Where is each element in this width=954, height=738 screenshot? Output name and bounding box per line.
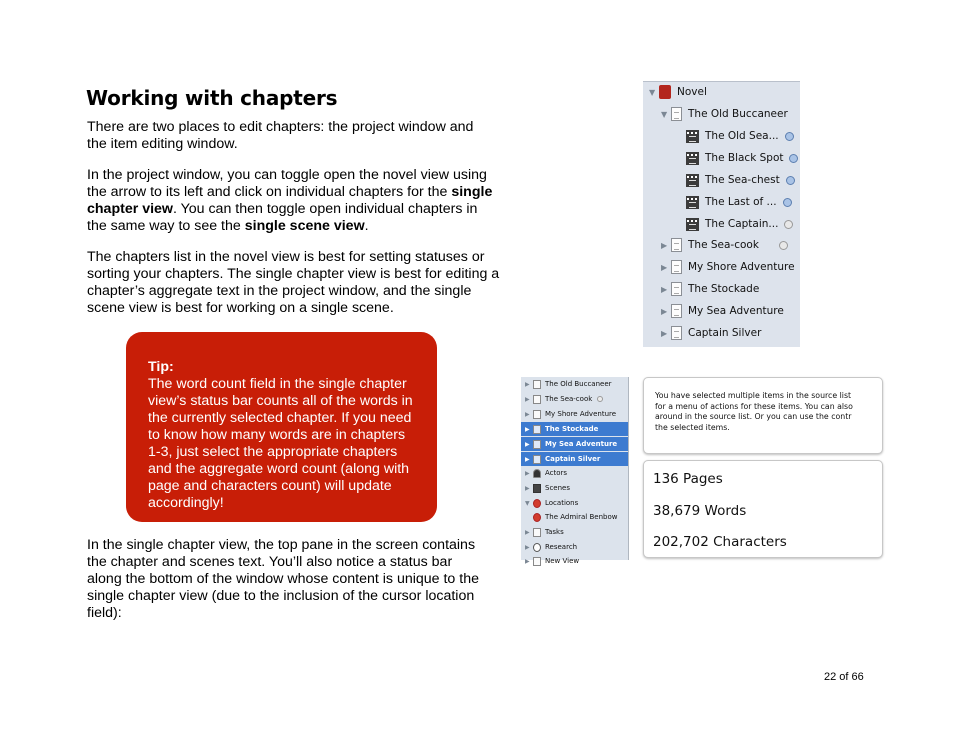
disclosure-closed-icon[interactable]: ▶: [525, 425, 530, 433]
p2-text-e: .: [364, 218, 369, 234]
list-item[interactable]: [521, 510, 628, 524]
document-icon: [533, 440, 541, 449]
document-stack-icon: [671, 260, 682, 274]
scene-clapper-icon: [686, 130, 699, 143]
scene-clapper-icon: [686, 174, 699, 187]
status-dot-icon: [785, 132, 794, 141]
disclosure-closed-icon[interactable]: ▶: [661, 240, 668, 250]
character-count: 202,702 Characters: [653, 534, 787, 550]
p2-text-a: In the project window, you can toggle open the novel view using the arrow to its left and click on individual chapters for the: [87, 167, 487, 200]
status-dot-icon: [783, 198, 792, 207]
document-icon: [533, 395, 541, 404]
disclosure-open-icon[interactable]: ▼: [649, 87, 656, 97]
list-item-label: Actors: [545, 469, 568, 477]
disclosure-closed-icon[interactable]: ▶: [525, 557, 530, 565]
binder-chapter-label: The Old Buccaneer: [688, 108, 788, 120]
scene-clapper-icon: [686, 152, 699, 165]
document-icon: [533, 380, 541, 389]
binder-chapter[interactable]: [661, 257, 795, 277]
tip-box: [126, 332, 437, 522]
list-item-label: Research: [545, 543, 578, 551]
status-dot-icon: [784, 220, 793, 229]
binder-chapter[interactable]: [661, 279, 759, 299]
document-icon: [533, 455, 541, 464]
message-line: You have selected multiple items in the source list: [655, 391, 852, 400]
page-count: 136 Pages: [653, 471, 723, 487]
disclosure-closed-icon[interactable]: ▶: [661, 262, 668, 272]
disclosure-closed-icon[interactable]: ▶: [525, 543, 530, 551]
task-list-icon: [533, 528, 541, 537]
disclosure-closed-icon[interactable]: ▶: [525, 469, 530, 477]
disclosure-closed-icon[interactable]: ▶: [525, 484, 530, 492]
binder-root-novel[interactable]: [649, 82, 707, 102]
person-icon: [533, 469, 541, 478]
disclosure-closed-icon[interactable]: ▶: [525, 380, 530, 388]
binder-chapter-label: Captain Silver: [688, 327, 762, 339]
disclosure-closed-icon[interactable]: ▶: [525, 455, 530, 463]
binder-scene[interactable]: [686, 126, 794, 146]
binder-scene[interactable]: [686, 170, 795, 190]
disclosure-closed-icon[interactable]: ▶: [525, 440, 530, 448]
tip-title: Tip:: [148, 359, 174, 375]
binder-scene[interactable]: [686, 148, 798, 168]
list-item-label: Locations: [545, 499, 579, 507]
status-dot-icon: [789, 154, 798, 163]
source-list-sidebar: [521, 377, 629, 565]
binder-chapter-label: The Sea-cook: [688, 239, 759, 251]
list-item[interactable]: [521, 554, 628, 568]
disclosure-closed-icon[interactable]: ▶: [525, 528, 530, 536]
multi-selection-screenshot: [521, 377, 855, 565]
list-item[interactable]: [521, 540, 628, 554]
document-icon: [533, 410, 541, 419]
list-item[interactable]: [521, 496, 628, 510]
intro-paragraph: There are two places to edit chapters: the project window and the item editing window.: [87, 119, 474, 152]
binder-scene-label: The Sea-chest: [705, 174, 780, 186]
binder-scene[interactable]: [686, 192, 792, 212]
list-item-label: Tasks: [545, 528, 564, 536]
list-item-label: Captain Silver: [545, 455, 601, 463]
word-count: 38,679 Words: [653, 503, 747, 519]
list-item-selected[interactable]: [521, 422, 628, 436]
document-stack-icon: [671, 326, 682, 340]
document-stack-icon: [671, 238, 682, 252]
message-line: the selected items.: [655, 422, 730, 432]
disclosure-closed-icon[interactable]: ▶: [525, 410, 530, 418]
magnifier-icon: [533, 543, 541, 552]
binder-chapter[interactable]: [661, 235, 788, 255]
binder-scene[interactable]: [686, 214, 793, 234]
list-item[interactable]: [521, 481, 628, 495]
scene-clapper-icon: [686, 218, 699, 231]
scene-clapper-icon: [686, 196, 699, 209]
list-item-label: New View: [545, 557, 580, 565]
status-dot-icon: [597, 396, 603, 402]
view-icon: [533, 557, 541, 566]
document-stack-icon: [671, 107, 682, 121]
disclosure-open-icon[interactable]: ▼: [525, 499, 530, 507]
list-item[interactable]: [521, 525, 628, 539]
binder-chapter[interactable]: [661, 301, 784, 321]
location-pin-icon: [533, 499, 541, 508]
page-number: 22 of 66: [824, 671, 864, 683]
tip-body: The word count field in the single chapter view’s status bar counts all of the words in the currently selected chapter. If you need to know how many words are in chapters 1-3, just select the appropriate chapters and the aggregate word count (along with page and characters count) will update accordingly!: [148, 376, 413, 511]
binder-scene-label: The Last of ...: [705, 196, 777, 208]
document-icon: [533, 425, 541, 434]
p2-text-c: . You can then toggle open individual chapters in the same way to see the: [87, 201, 478, 234]
selection-message-panel: [643, 377, 883, 454]
disclosure-closed-icon[interactable]: ▶: [661, 328, 668, 338]
list-item-label: The Old Buccaneer: [545, 380, 612, 388]
document-stack-icon: [671, 282, 682, 296]
binder-chapter-label: The Stockade: [688, 283, 760, 295]
binder-scene-label: The Captain...: [705, 218, 779, 230]
document-stack-icon: [671, 304, 682, 318]
status-dot-icon: [786, 176, 795, 185]
single-scene-view-term: single scene view: [244, 218, 365, 234]
binder-screenshot: [643, 81, 800, 347]
binder-root-label: Novel: [677, 86, 707, 98]
list-item-label: My Shore Adventure: [545, 410, 617, 418]
list-item[interactable]: [521, 377, 628, 391]
message-line: for a menu of actions for these items. You can also: [655, 401, 853, 411]
disclosure-open-icon[interactable]: ▼: [661, 109, 668, 119]
list-item[interactable]: [521, 407, 628, 421]
list-item-label: Scenes: [545, 484, 570, 492]
status-bar-paragraph: In the single chapter view, the top pane in the screen contains the chapter and scenes text. You’ll also notice a status bar along the bottom of the window whose content is unique to the single chapter view (due to the inclusion of the cursor location field):: [87, 537, 479, 621]
single-chapter-view-term: single chapter view: [87, 184, 493, 217]
status-dot-icon: [779, 241, 788, 250]
binder-chapter-label: My Sea Adventure: [688, 305, 784, 317]
binder-chapter[interactable]: [661, 323, 761, 343]
list-item-label: The Sea-cook: [545, 395, 593, 403]
location-pin-icon: [533, 513, 541, 522]
page-heading: Working with chapters: [86, 86, 338, 110]
binder-scene-label: The Black Spot: [705, 152, 784, 164]
statistics-panel: [643, 460, 883, 558]
list-item-label: The Stockade: [545, 425, 599, 433]
message-line: around in the source list. Or you can use the contr: [655, 412, 852, 422]
binder-scene-label: The Old Sea...: [705, 130, 779, 142]
disclosure-closed-icon[interactable]: ▶: [661, 306, 668, 316]
list-item-label: The Admiral Benbow: [545, 513, 618, 521]
book-icon: [659, 85, 671, 99]
list-item-label: My Sea Adventure: [545, 440, 618, 448]
scene-clapper-icon: [533, 484, 541, 493]
binder-chapter-label: My Shore Adventure: [688, 261, 795, 273]
list-item[interactable]: [521, 466, 628, 480]
list-item-selected[interactable]: [521, 452, 628, 466]
binder-chapter-open[interactable]: [661, 104, 788, 124]
disclosure-closed-icon[interactable]: ▶: [661, 284, 668, 294]
project-window-paragraph: [87, 167, 497, 235]
list-item-selected[interactable]: [521, 437, 628, 451]
chapters-list-paragraph: The chapters list in the novel view is best for setting statuses or sorting your chapters. The single chapter view is best for editing a chapter’s aggregate text in the project window, and the single scene view is best for working on a single scene.: [87, 249, 500, 316]
list-item[interactable]: [521, 392, 628, 406]
disclosure-closed-icon[interactable]: ▶: [525, 395, 530, 403]
